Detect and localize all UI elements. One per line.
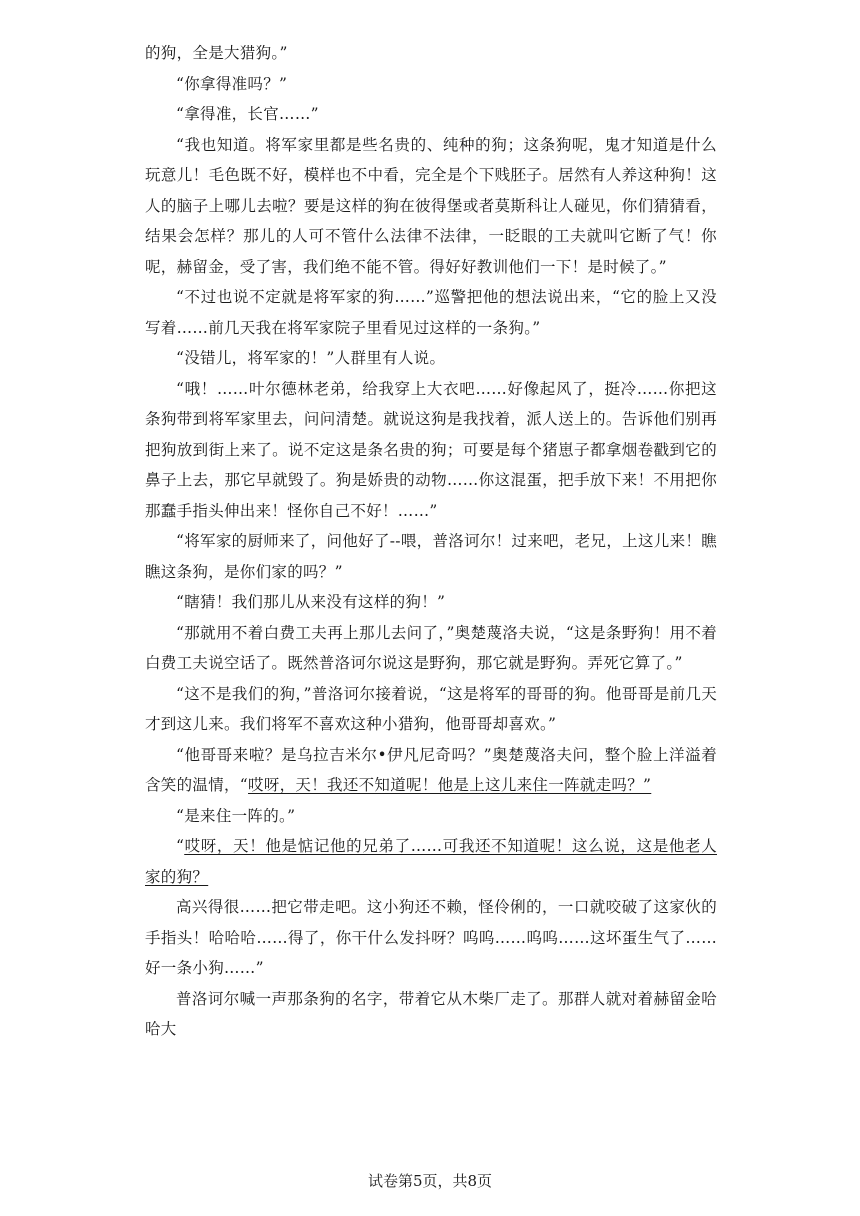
body-text <box>145 38 717 1045</box>
paragraph: “将军家的厨师来了，问他好了--喂，普洛诃尔！过来吧，老兄，上这儿来！瞧瞧这条狗，是你们家的吗？” <box>145 532 717 581</box>
paragraph: 高兴得很……把它带走吧。这小狗还不赖，怪伶俐的，一口就咬破了这家伙的手指头！哈哈哈……得了，你干什么发抖呀？呜呜……呜呜……这坏蛋生气了……好一条小狗……” <box>145 898 717 977</box>
paragraph: 普洛诃尔喊一声那条狗的名字，带着它从木柴厂走了。那群人就对着赫留金哈哈大 <box>145 989 717 1038</box>
paragraph-text: “ <box>176 837 185 855</box>
paragraph <box>145 831 717 892</box>
paragraph: “是来住一阵的。” <box>176 806 296 825</box>
paragraph: “这不是我们的狗，”普洛诃尔接着说，“这是将军的哥哥的狗。他哥哥是前几天才到这儿来。我们将军不喜欢这种小猎狗，他哥哥却喜欢。” <box>145 684 717 733</box>
paragraph: “没错儿，将军家的！”人群里有人说。 <box>176 349 446 367</box>
paragraph: “我也知道。将军家里都是些名贵的、纯种的狗；这条狗呢，鬼才知道是什么玩意儿！毛色既不好，模样也不中看，完全是个下贱胚子。居然有人养这种狗！这人的脑子上哪儿去啦？要是这样的狗在彼得堡或者莫斯科让人碰见，你们猜猜看，结果会怎样？那儿的人可不管什么法律不法律，一眨眼的工夫就叫它断了气！你呢，赫留金，受了害，我们绝不能不管。得好好教训他们一下！是时候了。” <box>145 135 717 276</box>
page-footer: 试卷第5页，共8页 <box>367 1172 493 1190</box>
underlined-text: 哎呀，天！我还不知道呢！他是上这儿来住一阵就走吗？” <box>248 776 652 794</box>
paragraph <box>145 740 717 801</box>
paragraph: “你拿得准吗？” <box>176 74 288 93</box>
paragraph: “不过也说不定就是将军家的狗……”巡警把他的想法说出来，“它的脸上又没写着……前几天我在将军家院子里看见过这样的一条狗。” <box>145 288 717 337</box>
paragraph: “那就用不着白费工夫再上那儿去问了，”奥楚蔑洛夫说，“这是条野狗！用不着白费工夫说空话了。既然普洛诃尔说这是野狗，那它就是野狗。弄死它算了。” <box>145 623 717 672</box>
underlined-text: 哎呀，天！他是惦记他的兄弟了……可我还不知道呢！这么说，这是他老人家的狗？ <box>145 837 717 886</box>
paragraph-text: “他哥哥来啦？是乌拉吉米尔•伊凡尼奇吗？”奥楚蔑洛夫问，整个脸上洋溢着含笑的温情，“ <box>145 745 717 794</box>
paragraph: “拿得准，长官……” <box>176 105 319 123</box>
paragraph: 的狗，全是大猎狗。” <box>145 44 288 62</box>
paragraph: “瞎猜！我们那儿从来没有这样的狗！” <box>176 593 446 611</box>
paragraph: “哦！……叶尔德林老弟，给我穿上大衣吧……好像起风了，挺冷……你把这条狗带到将军家里去，问问清楚。就说这狗是我找着，派人送上的。告诉他们别再把狗放到街上来了。说不定这是条名贵的狗；可要是每个猪崽子都拿烟卷戳到它的鼻子上去，那它早就毁了。狗是娇贵的动物……你这混蛋，把手放下来！不用把你那蠢手指头伸出来！怪你自己不好！……” <box>145 379 717 520</box>
